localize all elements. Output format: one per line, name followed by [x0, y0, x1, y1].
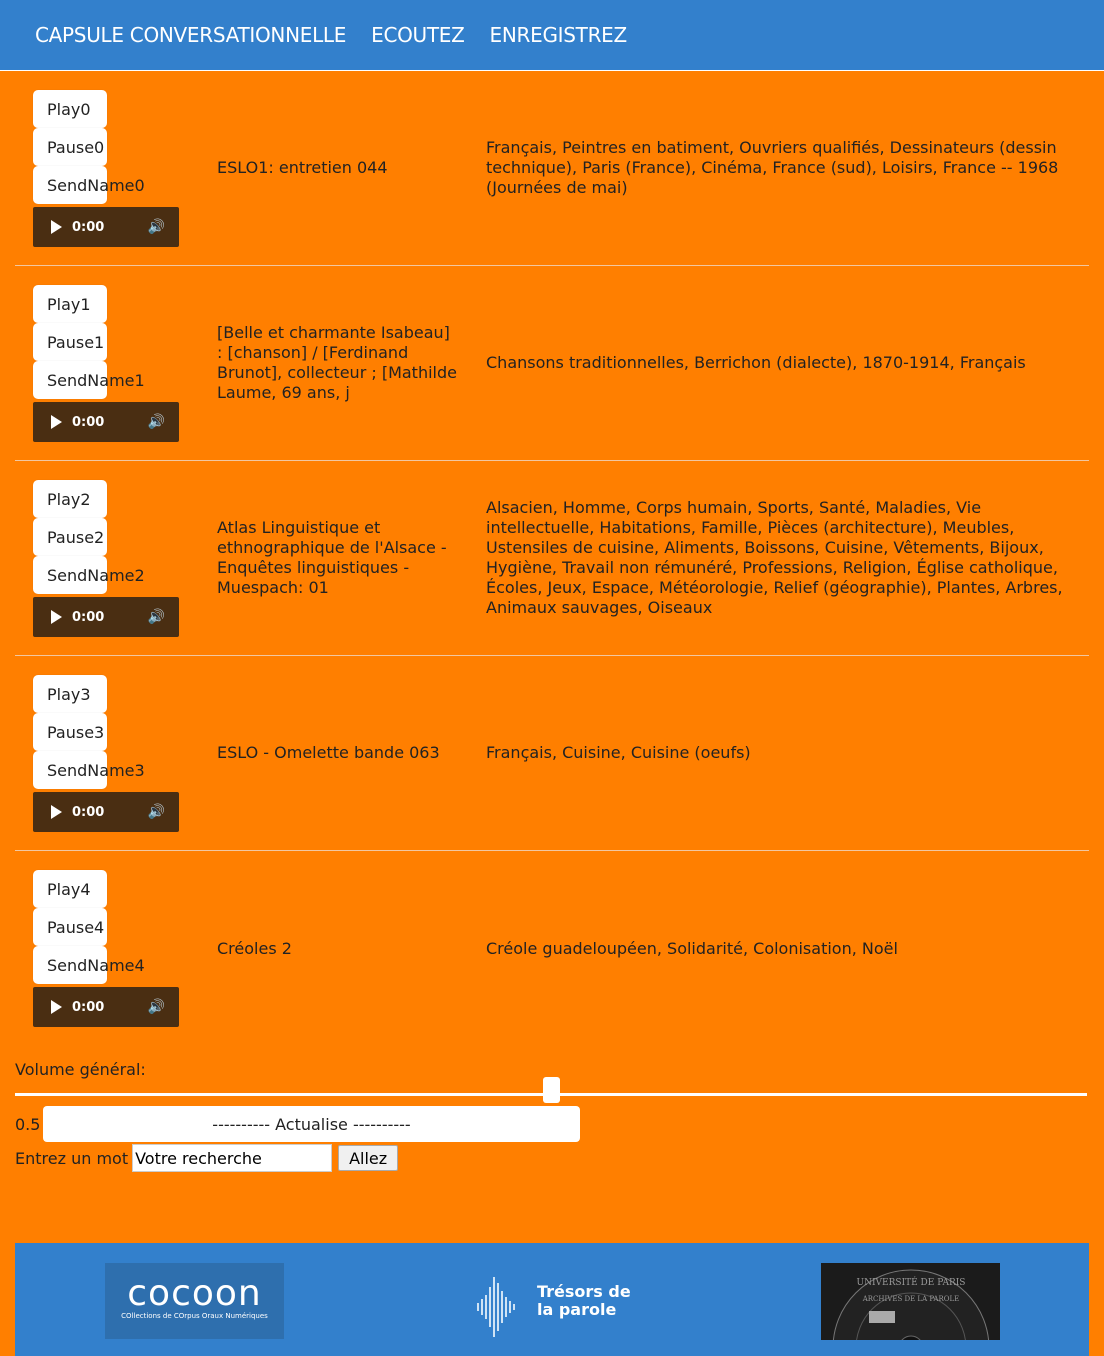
- audio-player[interactable]: [33, 987, 179, 1027]
- sound-wave-icon: [475, 1273, 525, 1343]
- play-icon[interactable]: [51, 220, 62, 234]
- pause-button[interactable]: Pause3: [33, 713, 107, 751]
- actualise-button[interactable]: ---------- Actualise ----------: [43, 1106, 580, 1142]
- record-row: [15, 266, 1089, 461]
- record-tags: Créole guadeloupéen, Solidarité, Colonisation, Noël: [486, 938, 898, 958]
- speaker-icon[interactable]: 🔊: [147, 609, 165, 625]
- pause-button[interactable]: Pause1: [33, 323, 107, 361]
- cocoon-logo-text: cocoon: [127, 1273, 262, 1314]
- audio-player[interactable]: [33, 792, 179, 832]
- tresors-logo-text: Trésors de la parole: [537, 1282, 631, 1319]
- record-title: Atlas Linguistique et ethnographique de l'Alsace - Enquêtes linguistiques - Muespach: 01: [217, 518, 447, 597]
- send-name-button[interactable]: SendName4: [33, 946, 107, 984]
- speaker-icon[interactable]: 🔊: [147, 804, 165, 820]
- search-input[interactable]: [132, 1144, 332, 1172]
- global-controls: [0, 1046, 1104, 1172]
- speaker-icon[interactable]: 🔊: [147, 414, 165, 430]
- play-icon[interactable]: [51, 805, 62, 819]
- tresors-de-la-parole-logo[interactable]: [475, 1273, 645, 1343]
- play-button[interactable]: Play4: [33, 870, 107, 908]
- record-tags: Chansons traditionnelles, Berrichon (dialecte), 1870-1914, Français: [486, 353, 1026, 372]
- archive-disc-icon: [821, 1263, 1000, 1340]
- send-name-button[interactable]: SendName1: [33, 361, 107, 399]
- universite-de-paris-logo[interactable]: [821, 1263, 1000, 1340]
- record-list: [0, 71, 1104, 1046]
- record-title: Créoles 2: [217, 938, 292, 958]
- speaker-icon[interactable]: 🔊: [147, 219, 165, 235]
- pause-button[interactable]: Pause0: [33, 128, 107, 166]
- cocoon-logo[interactable]: [105, 1263, 284, 1339]
- top-navigation: [0, 0, 1104, 70]
- record-title: [Belle et charmante Isabeau] : [chanson] / [Ferdinand Brunot], collecteur ; [Mathilde Laume, 69 ans, j: [217, 323, 457, 402]
- search-label: Entrez un mot: [15, 1148, 129, 1168]
- play-button[interactable]: Play2: [33, 480, 107, 518]
- nav-ecoutez[interactable]: ECOUTEZ: [371, 23, 465, 47]
- record-tags: Français, Cuisine, Cuisine (oeufs): [486, 743, 751, 762]
- record-title: ESLO - Omelette bande 063: [217, 743, 440, 762]
- nav-capsule-conversationnelle[interactable]: CAPSULE CONVERSATIONNELLE: [35, 23, 347, 47]
- volume-value: 0.5: [15, 1114, 41, 1134]
- audio-player[interactable]: [33, 597, 179, 637]
- play-button[interactable]: Play1: [33, 285, 107, 323]
- svg-text:UNIVERSITÉ DE PARIS: UNIVERSITÉ DE PARIS: [856, 1278, 966, 1288]
- volume-slider-thumb[interactable]: [543, 1077, 560, 1103]
- speaker-icon[interactable]: 🔊: [147, 999, 165, 1015]
- svg-text:ARCHIVES DE LA PAROLE: ARCHIVES DE LA PAROLE: [862, 1295, 960, 1303]
- audio-time: 0:00: [72, 219, 105, 235]
- nav-enregistrez[interactable]: ENREGISTREZ: [489, 23, 627, 47]
- play-button[interactable]: Play0: [33, 90, 107, 128]
- send-name-button[interactable]: SendName3: [33, 751, 107, 789]
- search-submit-button[interactable]: Allez: [338, 1145, 398, 1171]
- record-row: [15, 851, 1089, 1046]
- audio-player[interactable]: [33, 402, 179, 442]
- volume-slider[interactable]: [15, 1093, 1087, 1096]
- pause-button[interactable]: Pause2: [33, 518, 107, 556]
- cocoon-logo-subtitle: COllections de COrpus Oraux Numériques: [121, 1312, 268, 1320]
- record-title: ESLO1: entretien 044: [217, 158, 388, 177]
- record-tags: Français, Peintres en batiment, Ouvriers qualifiés, Dessinateurs (dessin technique), Paris (France), Cinéma, France (sud), Loisirs, France -- 1968 (Journées de mai): [486, 138, 1059, 197]
- play-icon[interactable]: [51, 415, 62, 429]
- audio-time: 0:00: [72, 609, 105, 625]
- play-button[interactable]: Play3: [33, 675, 107, 713]
- record-row: [15, 71, 1089, 266]
- volume-label: Volume général:: [15, 1060, 146, 1079]
- send-name-button[interactable]: SendName0: [33, 166, 107, 204]
- send-name-button[interactable]: SendName2: [33, 556, 107, 594]
- record-row: [15, 461, 1089, 656]
- play-icon[interactable]: [51, 610, 62, 624]
- audio-time: 0:00: [72, 414, 105, 430]
- footer: [15, 1243, 1089, 1356]
- pause-button[interactable]: Pause4: [33, 908, 107, 946]
- audio-time: 0:00: [72, 804, 105, 820]
- record-row: [15, 656, 1089, 851]
- audio-time: 0:00: [72, 999, 105, 1015]
- play-icon[interactable]: [51, 1000, 62, 1014]
- audio-player[interactable]: [33, 207, 179, 247]
- record-tags: Alsacien, Homme, Corps humain, Sports, Santé, Maladies, Vie intellectuelle, Habitations, Famille, Pièces (architecture), Meubles, Ustensiles de cuisine, Aliments, Boissons, Cuisine, Vêtements, Bijoux, Hygiène, Travail non rémunéré, Professions, Religion, Église catholique, Écoles, Jeux, Espace, Météorologie, Relief (géographie), Plantes, Arbres, Animaux sauvages, Oiseaux: [486, 498, 1063, 617]
